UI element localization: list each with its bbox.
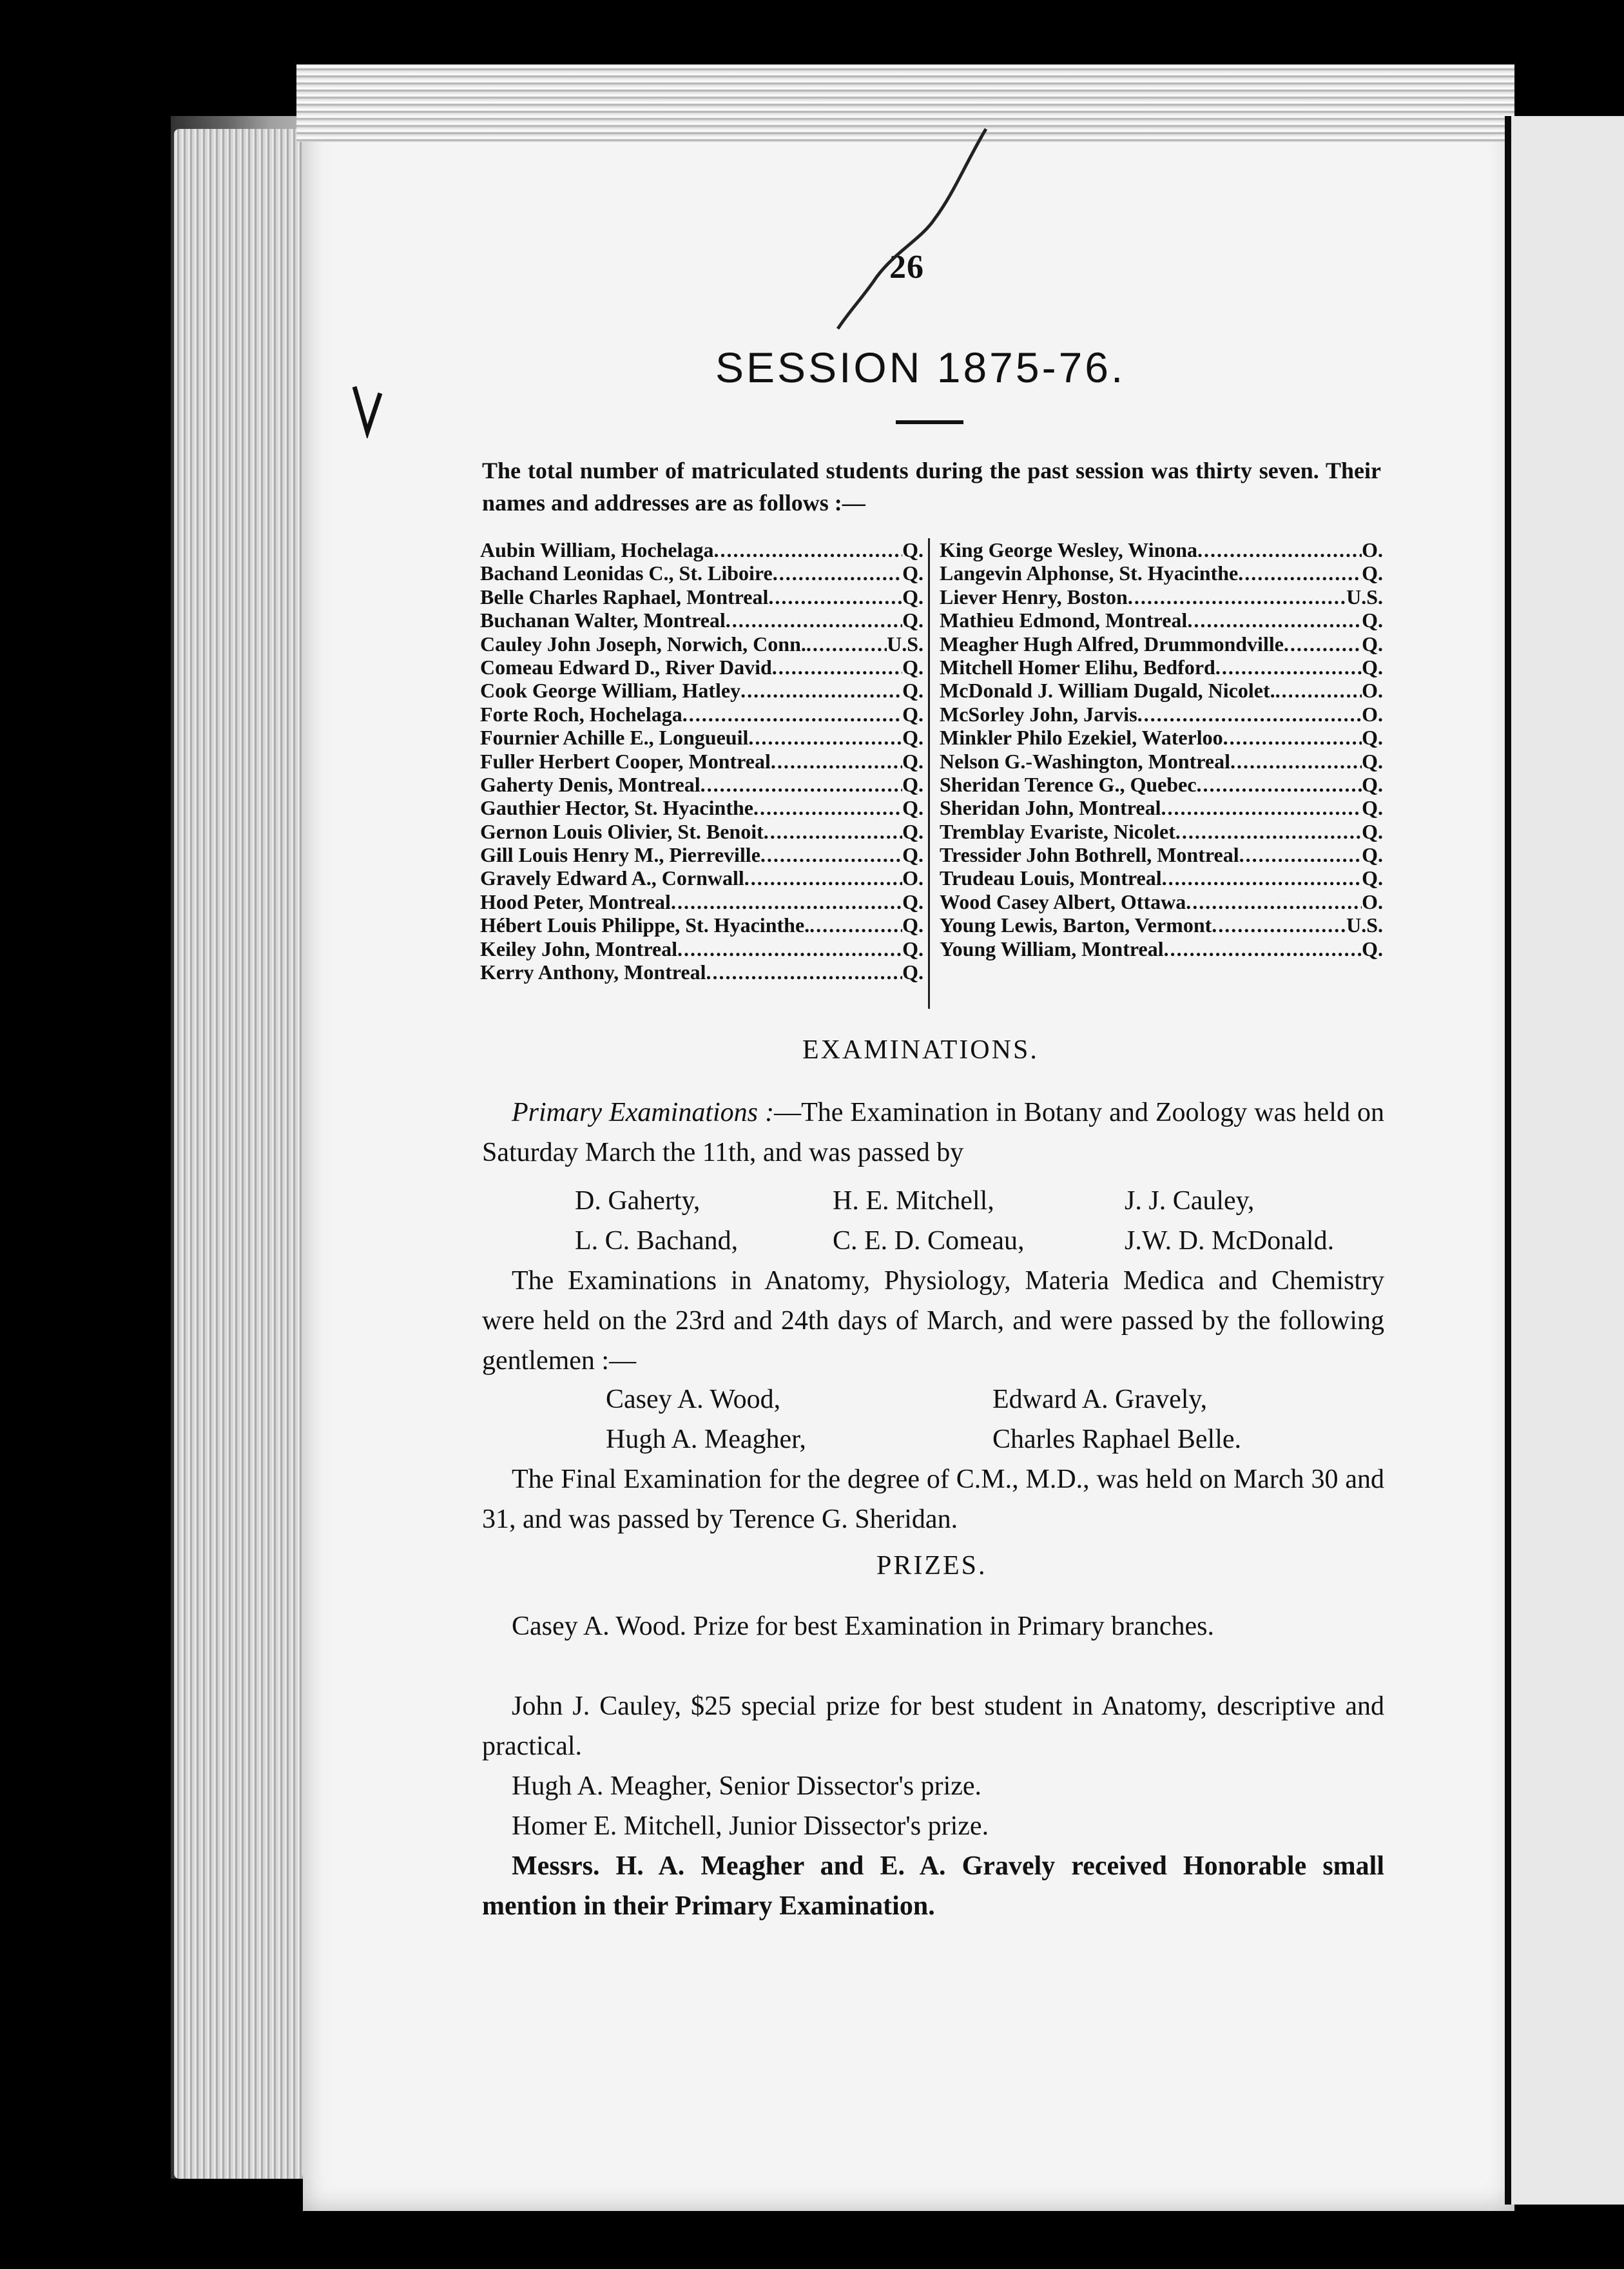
student-region: O.: [1362, 679, 1383, 703]
student-name: Wood Casey Albert, Ottawa: [940, 890, 1186, 913]
leader-dots: [1238, 561, 1362, 585]
passed-name: Casey A. Wood,: [606, 1385, 781, 1414]
leader-dots: [740, 679, 902, 702]
student-region: Q.: [1362, 655, 1383, 679]
leader-dots: [748, 726, 902, 749]
prize-item: [482, 1606, 1384, 1646]
student-row: [940, 750, 1383, 773]
student-name: Hood Peter, Montreal: [480, 890, 671, 913]
leader-dots: [1137, 703, 1362, 726]
student-region: Q.: [902, 796, 923, 820]
page-edges: [174, 129, 303, 2179]
student-row: [940, 843, 1383, 866]
student-name: Comeau Edward D., River David: [480, 655, 772, 679]
student-name: Liever Henry, Boston: [940, 585, 1128, 609]
leader-dots: [713, 538, 902, 561]
leader-dots: [744, 866, 902, 890]
pencil-mark: [825, 122, 992, 335]
leader-dots: [726, 609, 902, 632]
leader-dots: [806, 632, 887, 656]
prize-item: [482, 1806, 1384, 1846]
student-row: [480, 937, 923, 960]
prizes-heading: PRIZES.: [876, 1551, 987, 1581]
student-region: Q.: [902, 937, 923, 960]
student-row: [940, 561, 1383, 585]
leader-dots: [760, 843, 902, 866]
passed-name: Charles Raphael Belle.: [992, 1425, 1242, 1454]
intro-paragraph: The total number of matriculated students during the past session was thirty seven. Their names and addresses are as follows :—: [482, 458, 1381, 516]
student-region: Q.: [1362, 609, 1383, 632]
student-name: Meagher Hugh Alfred, Drummondville: [940, 632, 1284, 656]
leader-dots: [772, 656, 902, 679]
leader-dots: [671, 890, 902, 913]
student-region: Q.: [1362, 561, 1383, 585]
prize-item: [482, 1686, 1384, 1766]
student-row: [480, 773, 923, 796]
leader-dots: [706, 960, 903, 984]
leader-dots: [1215, 656, 1362, 679]
student-region: O.: [1362, 702, 1383, 726]
student-name: Buchanan Walter, Montreal: [480, 609, 726, 632]
student-name: Gaherty Denis, Montreal: [480, 772, 701, 796]
leader-dots: [809, 913, 902, 937]
student-row: [480, 843, 923, 866]
student-name: Young William, Montreal: [940, 937, 1164, 960]
student-name: King George Wesley, Winona: [940, 538, 1198, 561]
passed-name: C. E. D. Comeau,: [833, 1226, 1025, 1256]
title-divider: [896, 420, 963, 424]
student-region: Q.: [902, 561, 923, 585]
passed-name: Hugh A. Meagher,: [606, 1425, 806, 1454]
leader-dots: [764, 820, 902, 843]
student-row: [480, 750, 923, 773]
next-page-edge: [1511, 116, 1624, 2205]
student-row: [480, 796, 923, 819]
examinations-heading: EXAMINATIONS.: [802, 1035, 1039, 1065]
student-region: Q.: [902, 843, 923, 867]
student-row: [940, 773, 1383, 796]
student-name: Gravely Edward A., Cornwall: [480, 866, 744, 890]
student-row: [940, 890, 1383, 913]
student-row: [480, 866, 923, 890]
leader-dots: [1239, 843, 1362, 866]
student-name: Gernon Louis Olivier, St. Benoit: [480, 819, 764, 843]
student-name: Young Lewis, Barton, Vermont: [940, 913, 1212, 937]
student-region: Q.: [1362, 937, 1383, 960]
student-row: [480, 538, 923, 561]
student-row: [480, 561, 923, 585]
passed-name: H. E. Mitchell,: [833, 1186, 994, 1216]
student-row: [940, 866, 1383, 890]
page-fold-line: [1505, 116, 1511, 2205]
leader-dots: [1186, 890, 1362, 913]
student-region: Q.: [1362, 772, 1383, 796]
passed-name: Edward A. Gravely,: [992, 1385, 1208, 1414]
student-region: Q.: [1362, 726, 1383, 750]
primary-examinations-text: —The Examination in Botany and Zoology was held on Saturday March the 11th, and was passed by: [482, 1098, 1384, 1167]
student-row: [480, 726, 923, 749]
student-name: Gill Louis Henry M., Pierreville: [480, 843, 760, 867]
student-row: [480, 609, 923, 632]
student-name: Tressider John Bothrell, Montreal: [940, 843, 1239, 867]
student-region: O.: [1362, 890, 1383, 913]
student-region: Q.: [1362, 843, 1383, 867]
student-region: Q.: [902, 890, 923, 913]
student-name: Cauley John Joseph, Norwich, Conn.: [480, 632, 806, 656]
student-name: Belle Charles Raphael, Montreal: [480, 585, 769, 609]
student-region: Q.: [1362, 819, 1383, 843]
student-name: Bachand Leonidas C., St. Liboire: [480, 561, 773, 585]
leader-dots: [768, 585, 902, 609]
leader-dots: [1128, 585, 1346, 609]
prize-item: [482, 1846, 1384, 1926]
student-region: O.: [1362, 538, 1383, 561]
student-row: [480, 890, 923, 913]
leader-dots: [1197, 538, 1362, 561]
leader-dots: [682, 703, 902, 726]
leader-dots: [1223, 726, 1362, 749]
prize-text: Casey A. Wood. Prize for best Examination in Primary branches.: [512, 1612, 1214, 1641]
student-row: [940, 656, 1383, 679]
student-name: Sheridan John, Montreal: [940, 796, 1161, 820]
student-region: Q.: [1362, 632, 1383, 656]
prize-item: [482, 1766, 1384, 1806]
student-row: [940, 726, 1383, 749]
leader-dots: [701, 773, 903, 796]
column-divider: [928, 538, 930, 1009]
student-name: Trudeau Louis, Montreal: [940, 866, 1162, 890]
student-row: [940, 796, 1383, 819]
student-list-left: [480, 538, 923, 984]
leader-dots: [773, 561, 902, 585]
student-row: [480, 585, 923, 609]
student-region: Q.: [902, 609, 923, 632]
student-name: Hébert Louis Philippe, St. Hyacinthe.: [480, 913, 810, 937]
student-row: [480, 703, 923, 726]
student-region: Q.: [902, 702, 923, 726]
student-row: [940, 585, 1383, 609]
student-list-right: [940, 538, 1383, 960]
student-region: O.: [902, 866, 923, 890]
student-row: [940, 609, 1383, 632]
student-name: Nelson G.-Washington, Montreal: [940, 749, 1230, 773]
leader-dots: [1175, 820, 1362, 843]
final-examination-text: The Final Examination for the degree of C.M., M.D., was held on March 30 and 31, and was passed by Terence G. Sheridan.: [482, 1465, 1384, 1534]
student-region: Q.: [902, 726, 923, 750]
student-region: Q.: [902, 913, 923, 937]
leader-dots: [1212, 913, 1346, 937]
student-name: Minkler Philo Ezekiel, Waterloo: [940, 726, 1223, 750]
student-region: Q.: [1362, 866, 1383, 890]
student-row: [480, 679, 923, 702]
page-number: 26: [889, 249, 924, 286]
student-row: [940, 538, 1383, 561]
primary-examinations-label: Primary Examinations :: [512, 1098, 775, 1127]
leader-dots: [1230, 750, 1362, 773]
student-row: [480, 632, 923, 656]
student-row: [940, 632, 1383, 656]
leader-dots: [1275, 679, 1362, 702]
student-name: Sheridan Terence G., Quebec: [940, 772, 1197, 796]
student-row: [480, 913, 923, 937]
prize-text: Messrs. H. A. Meagher and E. A. Gravely received Honorable small mention in their Primary Examination.: [482, 1851, 1384, 1921]
leader-dots: [1284, 632, 1362, 656]
student-name: Fuller Herbert Cooper, Montreal: [480, 749, 771, 773]
student-name: Forte Roch, Hochelaga: [480, 702, 682, 726]
student-region: U.S.: [1346, 913, 1383, 937]
student-name: Fournier Achille E., Longueuil: [480, 726, 749, 750]
anatomy-examinations-text: The Examinations in Anatomy, Physiology, Materia Medica and Chemistry were held on the 23rd and 24th days of March, and were passed by the following gentlemen :—: [482, 1266, 1384, 1376]
leader-dots: [1187, 609, 1362, 632]
anatomy-examinations-paragraph: [482, 1261, 1384, 1381]
leader-dots: [771, 750, 902, 773]
student-region: Q.: [902, 960, 923, 984]
student-region: Q.: [1362, 796, 1383, 820]
student-name: Langevin Alphonse, St. Hyacinthe: [940, 561, 1239, 585]
pencil-mark: [348, 380, 387, 438]
prize-text: Hugh A. Meagher, Senior Dissector's prize.: [512, 1771, 982, 1801]
student-row: [940, 820, 1383, 843]
student-name: Mathieu Edmond, Montreal: [940, 609, 1188, 632]
passed-name: D. Gaherty,: [575, 1186, 701, 1216]
passed-name: J. J. Cauley,: [1125, 1186, 1255, 1216]
student-name: Cook George William, Hatley: [480, 679, 741, 703]
student-name: Tremblay Evariste, Nicolet: [940, 819, 1175, 843]
student-row: [940, 937, 1383, 960]
student-region: Q.: [902, 749, 923, 773]
student-name: Aubin William, Hochelaga: [480, 538, 714, 561]
page-title: SESSION 1875-76.: [715, 344, 1126, 391]
leader-dots: [1197, 773, 1362, 796]
passed-name: J.W. D. McDonald.: [1125, 1226, 1335, 1256]
student-region: Q.: [902, 772, 923, 796]
student-name: Gauthier Hector, St. Hyacinthe: [480, 796, 753, 820]
student-name: McSorley John, Jarvis: [940, 702, 1137, 726]
prize-text: John J. Cauley, $25 special prize for best student in Anatomy, descriptive and practical.: [482, 1691, 1384, 1761]
student-row: [480, 820, 923, 843]
leader-dots: [1161, 796, 1362, 819]
student-name: McDonald J. William Dugald, Nicolet.: [940, 679, 1275, 703]
student-region: Q.: [902, 655, 923, 679]
student-name: Keiley John, Montreal: [480, 937, 678, 960]
primary-examinations-paragraph: [482, 1093, 1384, 1173]
student-region: Q.: [902, 679, 923, 703]
student-region: U.S.: [887, 632, 923, 656]
student-row: [480, 960, 923, 984]
student-region: Q.: [902, 819, 923, 843]
leader-dots: [753, 796, 902, 819]
student-region: Q.: [902, 538, 923, 561]
student-row: [940, 913, 1383, 937]
leader-dots: [1162, 866, 1362, 890]
final-examination-paragraph: [482, 1459, 1384, 1539]
prize-text: Homer E. Mitchell, Junior Dissector's prize.: [512, 1811, 989, 1841]
leader-dots: [677, 937, 902, 960]
passed-name: L. C. Bachand,: [575, 1226, 739, 1256]
student-name: Kerry Anthony, Montreal: [480, 960, 706, 984]
student-region: Q.: [902, 585, 923, 609]
student-row: [940, 679, 1383, 702]
student-row: [480, 656, 923, 679]
student-name: Mitchell Homer Elihu, Bedford: [940, 655, 1215, 679]
student-region: Q.: [1362, 749, 1383, 773]
student-row: [940, 703, 1383, 726]
leader-dots: [1164, 937, 1362, 960]
student-region: U.S.: [1346, 585, 1383, 609]
